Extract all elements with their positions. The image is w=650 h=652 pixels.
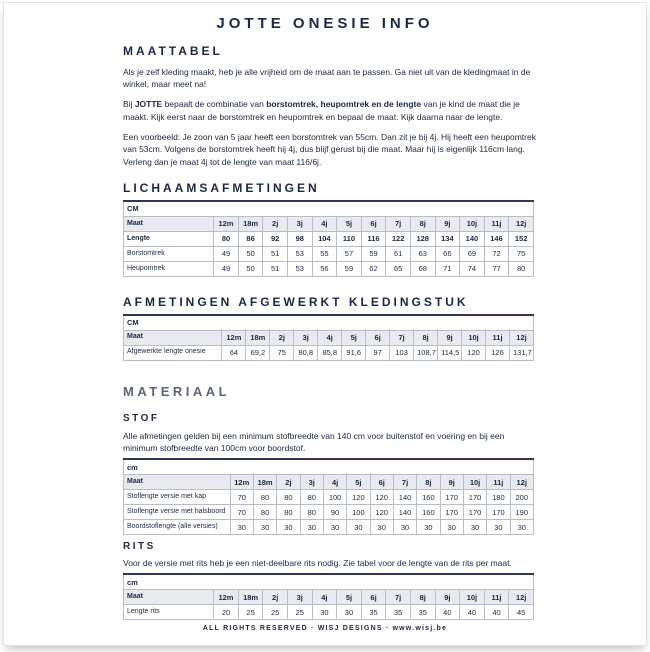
maattabel-paragraph-2: [123, 98, 538, 123]
table-size-column: 4j: [312, 590, 337, 605]
table-value-cell: 91,6: [342, 345, 366, 360]
table-size-column: 3j: [294, 330, 318, 345]
table-value-cell: 61: [386, 246, 411, 261]
table-size-header: Maat: [124, 590, 214, 605]
table-value-cell: 30: [510, 520, 533, 535]
table-row-label: Afgewerkte lengte onesie: [124, 345, 222, 360]
table-value-cell: 63: [410, 246, 435, 261]
table-size-column: 2j: [277, 475, 300, 490]
table-value-cell: 103: [390, 345, 414, 360]
table-value-cell: 120: [347, 490, 370, 505]
table-size-column: 10j: [462, 330, 486, 345]
fabric-length-table: [123, 458, 534, 535]
table-size-header: Maat: [124, 216, 214, 231]
table-size-column: 5j: [337, 590, 362, 605]
table-value-cell: 110: [337, 231, 362, 246]
table-value-cell: 66: [435, 246, 460, 261]
table-size-column: 9j: [435, 216, 460, 231]
heading-afgewerkt-kledingstuk: AFMETINGEN AFGEWERKT KLEDINGSTUK: [123, 294, 469, 309]
table-value-cell: 35: [361, 605, 386, 620]
table-value-cell: 68: [410, 261, 435, 276]
table-value-cell: 30: [417, 520, 440, 535]
table-value-cell: 170: [440, 505, 463, 520]
table-value-cell: 30: [463, 520, 486, 535]
footer-copyright: ALL RIGHTS RESERVED · WISJ DESIGNS · www.wisj.be: [202, 625, 448, 632]
table-value-cell: 126: [486, 345, 510, 360]
heading-materiaal: MATERIAAL: [123, 383, 231, 399]
stof-paragraph: Alle afmetingen gelden bij een minimum stofbreedte van 140 cm voor buitenstof en voering en bij een minimum stofbreedte van 100cm voor boordstof.: [123, 430, 505, 453]
table-value-cell: 97: [366, 345, 390, 360]
table-value-cell: 30: [337, 605, 362, 620]
table-row-label: Borstomtrek: [124, 246, 214, 261]
table-row-label: Lengte: [124, 231, 214, 246]
table-value-cell: 30: [230, 520, 253, 535]
table-size-column: 7j: [386, 590, 411, 605]
table-value-cell: 134: [435, 231, 460, 246]
table-size-column: 4j: [312, 216, 337, 231]
table-value-cell: 160: [417, 505, 440, 520]
table-value-cell: 131,7: [510, 345, 534, 360]
heading-stof: STOF: [123, 412, 160, 424]
table-size-column: 12j: [509, 216, 534, 231]
table-value-cell: 25: [263, 605, 288, 620]
heading-rits: RITS: [123, 541, 156, 553]
table-value-cell: 100: [323, 490, 346, 505]
table-size-column: 2j: [263, 590, 288, 605]
table-value-cell: 190: [510, 505, 533, 520]
table-value-cell: 25: [238, 605, 263, 620]
table-size-column: 9j: [438, 330, 462, 345]
table-value-cell: 64: [222, 345, 246, 360]
table-value-cell: 62: [361, 261, 386, 276]
table-value-cell: 140: [460, 231, 485, 246]
table-size-column: 4j: [318, 330, 342, 345]
table-value-cell: 98: [287, 231, 312, 246]
finished-garment-table: [123, 314, 534, 361]
table-value-cell: 104: [312, 231, 337, 246]
table-size-column: 10j: [460, 216, 485, 231]
table-size-header: Maat: [124, 475, 231, 490]
table-value-cell: 160: [417, 490, 440, 505]
table-value-cell: 55: [312, 246, 337, 261]
table-value-cell: 90: [323, 505, 346, 520]
table-size-column: 12m: [214, 590, 239, 605]
p2-post: van je kind de maat die je maakt. Kijk eerst naar de borstomtrek en heupomtrek en bepaal de maat. Kijk daarna naar de lengte.: [123, 99, 520, 122]
table-size-column: 8j: [417, 475, 440, 490]
table-size-column: 7j: [390, 330, 414, 345]
p2-pre: Bij: [123, 99, 135, 110]
table-value-cell: 120: [370, 505, 393, 520]
table-size-column: 9j: [435, 590, 460, 605]
table-value-cell: 57: [337, 246, 362, 261]
body-measurements-table: [123, 200, 534, 277]
table-value-cell: 146: [484, 231, 509, 246]
table-size-column: 5j: [342, 330, 366, 345]
table-value-cell: 20: [214, 605, 239, 620]
p2-bold-jotte: JOTTE: [134, 99, 163, 110]
table-value-cell: 35: [386, 605, 411, 620]
p2-bold-measures: borstomtrek, heupomtrek en de lengte: [266, 99, 422, 110]
table-size-column: 8j: [414, 330, 438, 345]
table-value-cell: 53: [287, 246, 312, 261]
table-value-cell: 116: [361, 231, 386, 246]
heading-lichaamsafmetingen: LICHAAMSAFMETINGEN: [123, 180, 320, 195]
table-size-column: 18m: [238, 216, 263, 231]
table-size-column: 8j: [410, 216, 435, 231]
table-value-cell: 40: [435, 605, 460, 620]
table-value-cell: 45: [509, 605, 534, 620]
table-value-cell: 25: [287, 605, 312, 620]
table-value-cell: 100: [347, 505, 370, 520]
table-value-cell: 114,5: [438, 345, 462, 360]
table-size-column: 6j: [370, 475, 393, 490]
table-value-cell: 50: [238, 246, 263, 261]
table-value-cell: 40: [460, 605, 485, 620]
table-value-cell: 140: [393, 490, 416, 505]
table-value-cell: 80: [509, 261, 534, 276]
table-size-column: 5j: [347, 475, 370, 490]
table-value-cell: 56: [312, 261, 337, 276]
table-size-column: 18m: [238, 590, 263, 605]
table-value-cell: 72: [484, 246, 509, 261]
rits-paragraph: Voor de versie met rits heb je een niet-deelbare rits nodig. Zie tabel voor de lengte van de rits per maat.: [123, 558, 512, 569]
table-size-column: 3j: [287, 590, 312, 605]
heading-maattabel: MAATTABEL: [123, 44, 223, 58]
maattabel-paragraph-1: Als je zelf kleding maakt, heb je alle vrijheid om de maat aan te passen. Ga niet uit van de kledingmaat in de winkel, maar meet na!: [123, 66, 531, 90]
table-size-column: 8j: [410, 590, 435, 605]
table-size-column: 12j: [510, 475, 533, 490]
table-value-cell: 75: [509, 246, 534, 261]
table-value-cell: 75: [270, 345, 294, 360]
table-value-cell: 53: [287, 261, 312, 276]
table-value-cell: 35: [410, 605, 435, 620]
table-row-label: Boordstoflengte (alle versies): [124, 520, 231, 535]
table-size-column: 18m: [253, 475, 276, 490]
table-size-column: 5j: [337, 216, 362, 231]
table-unit-label: CM: [124, 201, 534, 217]
table-value-cell: 71: [435, 261, 460, 276]
table-size-header: Maat: [124, 330, 222, 345]
table-value-cell: 51: [263, 261, 288, 276]
table-value-cell: 80: [300, 490, 323, 505]
table-value-cell: 86: [238, 231, 263, 246]
table-row-label: Lengte rits: [124, 605, 214, 620]
table-row-label: Heupomtrek: [124, 261, 214, 276]
table-size-column: 12j: [510, 330, 534, 345]
table-value-cell: 120: [370, 490, 393, 505]
table-value-cell: 30: [312, 605, 337, 620]
table-value-cell: 30: [393, 520, 416, 535]
table-value-cell: 80: [277, 490, 300, 505]
table-unit-label: CM: [124, 315, 534, 331]
maattabel-paragraph-3: Een voorbeeld: Je zoon van 5 jaar heeft een borstomtrek van 55cm. Dan zit je bij 4j. Hij heeft een heupomtrek van 53cm. Volgens de borstomtrek heeft hij 4j, dus blijf gerust bij die maat. Maar hij is eigenlijk 116cm lang. Verleng dan je maat 4j tot de lengte van maat 116/6j.: [123, 132, 536, 167]
table-value-cell: 85,8: [318, 345, 342, 360]
table-value-cell: 180: [487, 490, 510, 505]
table-value-cell: 170: [463, 490, 486, 505]
table-row-label: Stoflengte versie met halsboord: [124, 505, 231, 520]
table-value-cell: 170: [440, 490, 463, 505]
table-value-cell: 80: [300, 505, 323, 520]
table-value-cell: 70: [230, 490, 253, 505]
table-size-column: 3j: [287, 216, 312, 231]
table-size-column: 18m: [246, 330, 270, 345]
table-value-cell: 170: [487, 505, 510, 520]
table-value-cell: 69: [460, 246, 485, 261]
table-size-column: 7j: [386, 216, 411, 231]
table-value-cell: 69,2: [246, 345, 270, 360]
table-value-cell: 92: [263, 231, 288, 246]
table-size-column: 12j: [509, 590, 534, 605]
table-value-cell: 74: [460, 261, 485, 276]
table-value-cell: 152: [509, 231, 534, 246]
table-value-cell: 70: [230, 505, 253, 520]
table-value-cell: 30: [347, 520, 370, 535]
table-value-cell: 30: [487, 520, 510, 535]
table-value-cell: 30: [440, 520, 463, 535]
table-value-cell: 30: [370, 520, 393, 535]
table-value-cell: 80: [214, 231, 239, 246]
table-size-column: 4j: [323, 475, 346, 490]
table-value-cell: 80: [277, 505, 300, 520]
table-value-cell: 40: [484, 605, 509, 620]
table-size-column: 6j: [361, 590, 386, 605]
table-size-column: 6j: [361, 216, 386, 231]
table-value-cell: 80: [253, 490, 276, 505]
page-title: JOTTE ONESIE INFO: [216, 15, 434, 32]
table-value-cell: 49: [214, 261, 239, 276]
table-value-cell: 51: [263, 246, 288, 261]
table-value-cell: 80: [253, 505, 276, 520]
table-size-column: 2j: [270, 330, 294, 345]
table-size-column: 10j: [460, 590, 485, 605]
table-value-cell: 80,8: [294, 345, 318, 360]
table-size-column: 3j: [300, 475, 323, 490]
table-value-cell: 30: [323, 520, 346, 535]
table-row-label: Stoflengte versie met kap: [124, 490, 231, 505]
zipper-length-table: [123, 573, 534, 620]
table-size-column: 7j: [393, 475, 416, 490]
table-value-cell: 49: [214, 246, 239, 261]
table-size-column: 11j: [484, 590, 509, 605]
table-value-cell: 200: [510, 490, 533, 505]
table-value-cell: 59: [337, 261, 362, 276]
document-page: [3, 2, 647, 646]
table-value-cell: 108,7: [414, 345, 438, 360]
table-value-cell: 77: [484, 261, 509, 276]
table-value-cell: 30: [277, 520, 300, 535]
table-value-cell: 30: [300, 520, 323, 535]
table-unit-label: cm: [124, 574, 534, 590]
table-size-column: 10j: [463, 475, 486, 490]
table-value-cell: 50: [238, 261, 263, 276]
table-size-column: 6j: [366, 330, 390, 345]
table-size-column: 12m: [214, 216, 239, 231]
table-size-column: 12m: [230, 475, 253, 490]
table-value-cell: 170: [463, 505, 486, 520]
p2-mid: bepaalt de combinatie van: [162, 99, 267, 110]
table-value-cell: 65: [386, 261, 411, 276]
table-value-cell: 59: [361, 246, 386, 261]
table-size-column: 11j: [487, 475, 510, 490]
table-size-column: 11j: [486, 330, 510, 345]
table-value-cell: 122: [386, 231, 411, 246]
table-size-column: 11j: [484, 216, 509, 231]
table-size-column: 12m: [222, 330, 246, 345]
table-value-cell: 120: [462, 345, 486, 360]
table-value-cell: 30: [253, 520, 276, 535]
table-size-column: 2j: [263, 216, 288, 231]
table-unit-label: cm: [124, 459, 534, 475]
table-value-cell: 140: [393, 505, 416, 520]
table-size-column: 9j: [440, 475, 463, 490]
table-value-cell: 128: [410, 231, 435, 246]
